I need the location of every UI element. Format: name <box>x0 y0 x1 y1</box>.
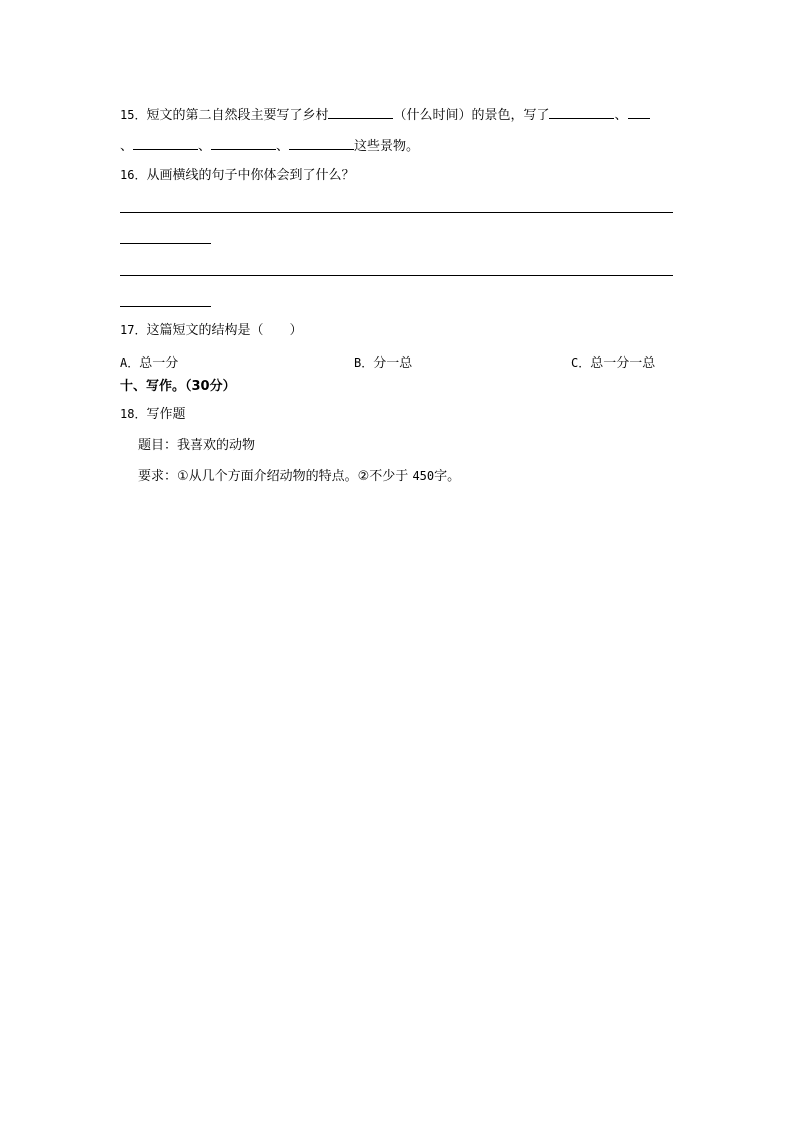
option-a-letter: A． <box>120 356 140 370</box>
answer-line[interactable] <box>120 275 673 276</box>
question-15-sep1: 、 <box>614 108 628 123</box>
question-17 <box>120 321 302 340</box>
option-c[interactable] <box>571 354 655 373</box>
question-15-text-b: （什么时间）的景色，写了 <box>393 108 550 123</box>
answer-line[interactable] <box>120 306 211 307</box>
essay-req-text-a: 要求：①从几个方面介绍动物的特点。②不少于 <box>138 469 409 484</box>
question-15-text-a: 短文的第二自然段主要写了乡村 <box>146 108 329 123</box>
question-16-text: 从画横线的句子中你体会到了什么？ <box>146 168 355 183</box>
option-a-text: 总一分 <box>139 356 179 371</box>
question-18-number: 18． <box>120 407 147 421</box>
essay-topic: 题目：我喜欢的动物 <box>138 438 256 453</box>
question-15-line2-lead: 、 <box>120 139 134 154</box>
answer-line[interactable] <box>120 243 211 244</box>
question-18 <box>120 405 185 424</box>
question-15-line2 <box>120 135 419 156</box>
question-18-text: 写作题 <box>146 407 186 422</box>
question-17-text: 这篇短文的结构是（ ） <box>146 323 303 338</box>
question-15-text-end: 这些景物。 <box>354 139 420 154</box>
option-b[interactable] <box>354 354 412 373</box>
answer-blank[interactable] <box>328 104 393 119</box>
option-c-letter: C． <box>571 356 591 370</box>
section-heading: 十、写作。（30分） <box>120 379 236 394</box>
answer-blank[interactable] <box>549 104 614 119</box>
question-15-line1 <box>120 104 650 125</box>
question-16-number: 16． <box>120 168 147 182</box>
essay-requirements <box>138 467 460 486</box>
answer-blank[interactable] <box>133 135 198 150</box>
answer-blank[interactable] <box>211 135 276 150</box>
answer-blank[interactable] <box>628 104 650 119</box>
question-15-sep2: 、 <box>198 139 212 154</box>
option-a[interactable] <box>120 354 178 373</box>
essay-req-text-b: 字。 <box>434 469 461 484</box>
answer-blank[interactable] <box>289 135 354 150</box>
option-b-letter: B． <box>354 356 374 370</box>
question-15-number: 15． <box>120 108 147 122</box>
question-16 <box>120 166 354 185</box>
option-c-text: 总一分一总 <box>590 356 656 371</box>
essay-req-number: 450 <box>412 469 435 483</box>
answer-line[interactable] <box>120 212 673 213</box>
option-b-text: 分一总 <box>373 356 413 371</box>
question-15-sep3: 、 <box>276 139 290 154</box>
question-17-number: 17． <box>120 323 147 337</box>
